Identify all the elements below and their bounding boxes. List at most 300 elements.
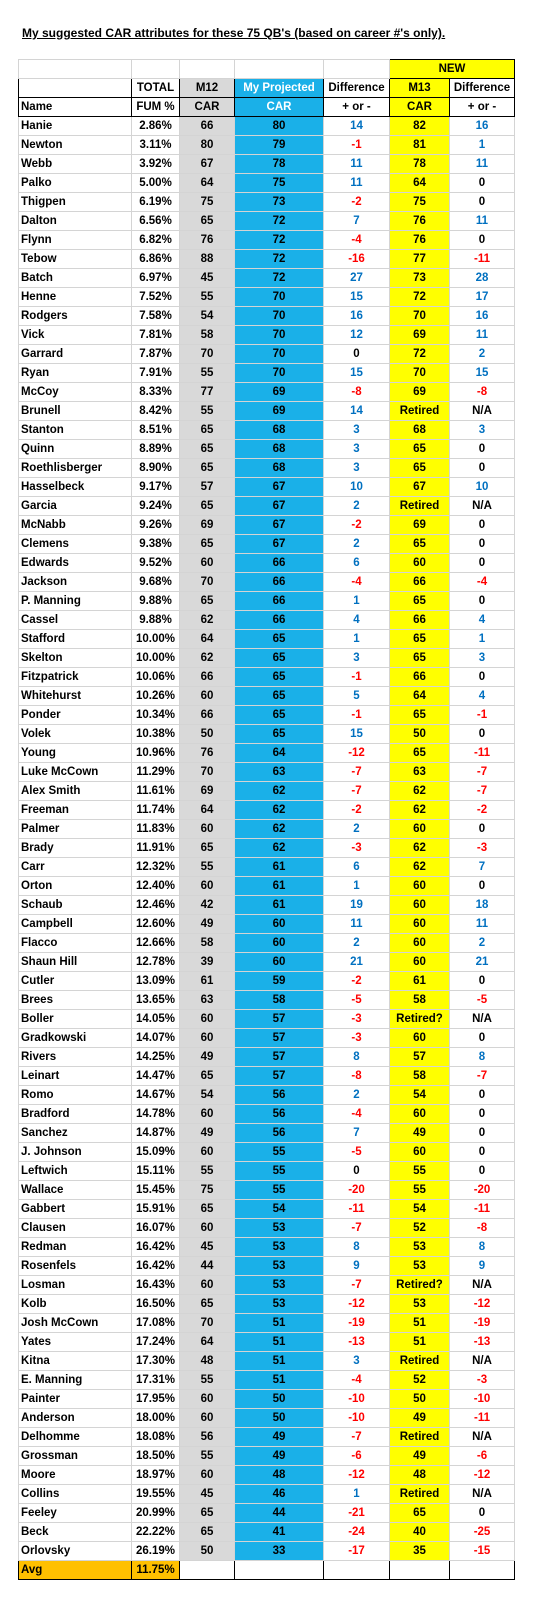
m12-car: 60 <box>180 1276 235 1295</box>
projected-car: 65 <box>235 706 324 725</box>
difference-projected: -1 <box>324 136 390 155</box>
fum-percent: 9.38% <box>132 535 180 554</box>
projected-car: 66 <box>235 554 324 573</box>
m12-car: 55 <box>180 364 235 383</box>
difference-projected: 9 <box>324 1257 390 1276</box>
difference-projected: 6 <box>324 858 390 877</box>
header-cell: Difference <box>324 79 390 98</box>
table-row <box>19 1086 515 1105</box>
projected-car: 70 <box>235 326 324 345</box>
m12-car: 69 <box>180 516 235 535</box>
qb-name: Leftwich <box>19 1162 132 1181</box>
difference-projected: -21 <box>324 1504 390 1523</box>
m12-car: 70 <box>180 763 235 782</box>
qb-name: Gradkowski <box>19 1029 132 1048</box>
projected-car: 62 <box>235 839 324 858</box>
difference-m13: 0 <box>450 820 515 839</box>
m12-car: 50 <box>180 725 235 744</box>
m12-car: 60 <box>180 877 235 896</box>
m13-car: 60 <box>390 934 450 953</box>
table-row <box>19 1067 515 1086</box>
table-row <box>19 459 515 478</box>
average-row <box>19 1561 515 1580</box>
fum-percent: 13.65% <box>132 991 180 1010</box>
projected-car: 72 <box>235 231 324 250</box>
difference-m13: 0 <box>450 516 515 535</box>
difference-m13: -19 <box>450 1314 515 1333</box>
projected-car: 51 <box>235 1352 324 1371</box>
table-row <box>19 706 515 725</box>
table-row <box>19 1162 515 1181</box>
table-row <box>19 1124 515 1143</box>
m12-car: 76 <box>180 744 235 763</box>
fum-percent: 6.56% <box>132 212 180 231</box>
fum-percent: 7.87% <box>132 345 180 364</box>
m12-car: 65 <box>180 1295 235 1314</box>
difference-projected: -3 <box>324 1029 390 1048</box>
m12-car: 49 <box>180 1124 235 1143</box>
m13-car: Retired? <box>390 1010 450 1029</box>
projected-car: 70 <box>235 364 324 383</box>
qb-name: P. Manning <box>19 592 132 611</box>
fum-percent: 12.32% <box>132 858 180 877</box>
difference-projected: 5 <box>324 687 390 706</box>
fum-percent: 9.88% <box>132 611 180 630</box>
difference-projected: 3 <box>324 421 390 440</box>
m12-car: 61 <box>180 972 235 991</box>
qb-name: Cassel <box>19 611 132 630</box>
table-row <box>19 896 515 915</box>
fum-percent: 3.11% <box>132 136 180 155</box>
table-row <box>19 1238 515 1257</box>
difference-m13: 3 <box>450 649 515 668</box>
table-row <box>19 782 515 801</box>
difference-projected: 11 <box>324 915 390 934</box>
difference-projected: -7 <box>324 782 390 801</box>
difference-projected: 3 <box>324 649 390 668</box>
fum-percent: 11.74% <box>132 801 180 820</box>
fum-percent: 12.60% <box>132 915 180 934</box>
fum-percent: 11.83% <box>132 820 180 839</box>
m12-car: 55 <box>180 858 235 877</box>
difference-m13: -6 <box>450 1447 515 1466</box>
header-cell <box>19 79 132 98</box>
difference-projected: -12 <box>324 1295 390 1314</box>
qb-name: Collins <box>19 1485 132 1504</box>
table-row <box>19 174 515 193</box>
table-row <box>19 1523 515 1542</box>
difference-m13: 2 <box>450 934 515 953</box>
qb-name: Bradford <box>19 1105 132 1124</box>
fum-percent: 14.05% <box>132 1010 180 1029</box>
fum-percent: 10.34% <box>132 706 180 725</box>
difference-projected: 6 <box>324 554 390 573</box>
m12-car: 63 <box>180 991 235 1010</box>
m13-car: 67 <box>390 478 450 497</box>
m13-car: 82 <box>390 117 450 136</box>
table-row <box>19 1219 515 1238</box>
difference-m13: -25 <box>450 1523 515 1542</box>
difference-m13: -13 <box>450 1333 515 1352</box>
m13-car: 55 <box>390 1162 450 1181</box>
difference-m13: 0 <box>450 668 515 687</box>
m13-car: 61 <box>390 972 450 991</box>
difference-projected: 4 <box>324 611 390 630</box>
projected-car: 59 <box>235 972 324 991</box>
difference-projected: 14 <box>324 117 390 136</box>
projected-car: 55 <box>235 1162 324 1181</box>
difference-m13: 10 <box>450 478 515 497</box>
difference-projected: -1 <box>324 706 390 725</box>
m12-car: 55 <box>180 1447 235 1466</box>
m13-car: 40 <box>390 1523 450 1542</box>
m12-car: 65 <box>180 1523 235 1542</box>
m13-car: 53 <box>390 1238 450 1257</box>
table-row <box>19 307 515 326</box>
qb-name: Beck <box>19 1523 132 1542</box>
projected-car: 70 <box>235 307 324 326</box>
m12-car: 65 <box>180 1200 235 1219</box>
table-row <box>19 1371 515 1390</box>
qb-name: Rosenfels <box>19 1257 132 1276</box>
table-row <box>19 497 515 516</box>
m13-car: 50 <box>390 725 450 744</box>
qb-name: Clemens <box>19 535 132 554</box>
header-cell: TOTAL <box>132 79 180 98</box>
projected-car: 61 <box>235 858 324 877</box>
table-row <box>19 250 515 269</box>
qb-name: Brady <box>19 839 132 858</box>
fum-percent: 19.55% <box>132 1485 180 1504</box>
difference-m13: -11 <box>450 250 515 269</box>
qb-name: Batch <box>19 269 132 288</box>
fum-percent: 6.97% <box>132 269 180 288</box>
m13-car: 54 <box>390 1086 450 1105</box>
projected-car: 56 <box>235 1086 324 1105</box>
difference-m13: -11 <box>450 744 515 763</box>
m12-car: 60 <box>180 554 235 573</box>
m12-car: 76 <box>180 231 235 250</box>
qb-name: Flacco <box>19 934 132 953</box>
m12-car: 42 <box>180 896 235 915</box>
qb-name: Henne <box>19 288 132 307</box>
difference-projected: -1 <box>324 668 390 687</box>
table-row <box>19 763 515 782</box>
projected-car: 68 <box>235 440 324 459</box>
m12-car: 65 <box>180 839 235 858</box>
table-row <box>19 1352 515 1371</box>
difference-m13: 1 <box>450 136 515 155</box>
projected-car: 62 <box>235 820 324 839</box>
table-row <box>19 535 515 554</box>
difference-projected: 3 <box>324 1352 390 1371</box>
fum-percent: 18.00% <box>132 1409 180 1428</box>
difference-projected: 3 <box>324 459 390 478</box>
m13-car: 52 <box>390 1219 450 1238</box>
difference-projected: 1 <box>324 877 390 896</box>
fum-percent: 10.06% <box>132 668 180 687</box>
table-row <box>19 478 515 497</box>
difference-projected: 21 <box>324 953 390 972</box>
difference-m13: -7 <box>450 763 515 782</box>
difference-m13: 0 <box>450 1105 515 1124</box>
projected-car: 56 <box>235 1124 324 1143</box>
projected-car: 62 <box>235 782 324 801</box>
difference-m13: -8 <box>450 1219 515 1238</box>
m13-car: 65 <box>390 1504 450 1523</box>
qb-name: Thigpen <box>19 193 132 212</box>
header-cell: My Projected <box>235 79 324 98</box>
table-row <box>19 231 515 250</box>
difference-projected: 2 <box>324 934 390 953</box>
difference-projected: -4 <box>324 573 390 592</box>
qb-name: Brees <box>19 991 132 1010</box>
qb-name: Fitzpatrick <box>19 668 132 687</box>
difference-projected: -7 <box>324 763 390 782</box>
projected-car: 60 <box>235 934 324 953</box>
fum-percent: 12.40% <box>132 877 180 896</box>
table-row <box>19 516 515 535</box>
difference-m13: 0 <box>450 1086 515 1105</box>
difference-m13: 0 <box>450 725 515 744</box>
fum-percent: 17.31% <box>132 1371 180 1390</box>
table-row <box>19 1048 515 1067</box>
fum-percent: 8.89% <box>132 440 180 459</box>
m13-car: 75 <box>390 193 450 212</box>
difference-m13: -2 <box>450 801 515 820</box>
qb-name: McCoy <box>19 383 132 402</box>
projected-car: 67 <box>235 478 324 497</box>
difference-m13: 16 <box>450 117 515 136</box>
difference-m13: -4 <box>450 573 515 592</box>
difference-m13: 0 <box>450 1143 515 1162</box>
m12-car: 70 <box>180 1314 235 1333</box>
difference-m13: 0 <box>450 440 515 459</box>
m13-car: 76 <box>390 212 450 231</box>
qb-car-table <box>18 59 515 1580</box>
table-row <box>19 1010 515 1029</box>
fum-percent: 26.19% <box>132 1542 180 1561</box>
projected-car: 73 <box>235 193 324 212</box>
projected-car: 65 <box>235 630 324 649</box>
difference-m13: -1 <box>450 706 515 725</box>
fum-percent: 8.51% <box>132 421 180 440</box>
m13-car: 54 <box>390 1200 450 1219</box>
difference-m13: -20 <box>450 1181 515 1200</box>
qb-name: Orton <box>19 877 132 896</box>
difference-m13: 28 <box>450 269 515 288</box>
projected-car: 53 <box>235 1276 324 1295</box>
difference-m13: 0 <box>450 1504 515 1523</box>
difference-m13: N/A <box>450 1352 515 1371</box>
projected-car: 57 <box>235 1048 324 1067</box>
difference-projected: -7 <box>324 1276 390 1295</box>
table-row <box>19 744 515 763</box>
fum-percent: 5.00% <box>132 174 180 193</box>
fum-percent: 14.87% <box>132 1124 180 1143</box>
m13-car: 65 <box>390 535 450 554</box>
fum-percent: 16.43% <box>132 1276 180 1295</box>
table-row <box>19 1504 515 1523</box>
m12-car: 58 <box>180 326 235 345</box>
difference-m13: N/A <box>450 1010 515 1029</box>
m13-car: Retired? <box>390 1276 450 1295</box>
m13-car: 60 <box>390 915 450 934</box>
difference-projected: -7 <box>324 1219 390 1238</box>
qb-name: Kitna <box>19 1352 132 1371</box>
difference-projected: -20 <box>324 1181 390 1200</box>
table-row <box>19 1466 515 1485</box>
m12-car: 39 <box>180 953 235 972</box>
difference-projected: 7 <box>324 212 390 231</box>
difference-projected: 0 <box>324 1162 390 1181</box>
fum-percent: 16.42% <box>132 1238 180 1257</box>
difference-projected: 2 <box>324 535 390 554</box>
m13-car: 65 <box>390 630 450 649</box>
fum-percent: 6.82% <box>132 231 180 250</box>
qb-name: Sanchez <box>19 1124 132 1143</box>
fum-percent: 7.58% <box>132 307 180 326</box>
table-row <box>19 440 515 459</box>
fum-percent: 17.24% <box>132 1333 180 1352</box>
qb-name: Moore <box>19 1466 132 1485</box>
m13-car: 60 <box>390 820 450 839</box>
new-header: NEW <box>390 60 515 79</box>
qb-name: Luke McCown <box>19 763 132 782</box>
m13-car: 65 <box>390 592 450 611</box>
qb-name: Ryan <box>19 364 132 383</box>
fum-percent: 11.61% <box>132 782 180 801</box>
fum-percent: 6.19% <box>132 193 180 212</box>
difference-projected: 8 <box>324 1238 390 1257</box>
table-row <box>19 592 515 611</box>
qb-name: Wallace <box>19 1181 132 1200</box>
qb-name: Roethlisberger <box>19 459 132 478</box>
table-row <box>19 421 515 440</box>
m13-car: Retired <box>390 1352 450 1371</box>
m13-car: Retired <box>390 497 450 516</box>
m12-car: 58 <box>180 934 235 953</box>
fum-percent: 7.81% <box>132 326 180 345</box>
qb-name: Grossman <box>19 1447 132 1466</box>
header-cell: CAR <box>235 98 324 117</box>
difference-m13: 0 <box>450 1162 515 1181</box>
fum-percent: 18.50% <box>132 1447 180 1466</box>
m12-car: 56 <box>180 1428 235 1447</box>
m13-car: 72 <box>390 288 450 307</box>
difference-m13: 0 <box>450 554 515 573</box>
projected-car: 57 <box>235 1029 324 1048</box>
qb-name: Newton <box>19 136 132 155</box>
table-row <box>19 649 515 668</box>
fum-percent: 9.17% <box>132 478 180 497</box>
difference-projected: 2 <box>324 497 390 516</box>
difference-projected: 8 <box>324 1048 390 1067</box>
projected-car: 50 <box>235 1390 324 1409</box>
table-row <box>19 136 515 155</box>
fum-percent: 14.67% <box>132 1086 180 1105</box>
table-row <box>19 402 515 421</box>
projected-car: 53 <box>235 1238 324 1257</box>
m13-car: 65 <box>390 440 450 459</box>
projected-car: 44 <box>235 1504 324 1523</box>
m12-car: 65 <box>180 1504 235 1523</box>
m12-car: 50 <box>180 1542 235 1561</box>
difference-m13: -15 <box>450 1542 515 1561</box>
table-row <box>19 193 515 212</box>
table-row <box>19 839 515 858</box>
m12-car: 66 <box>180 668 235 687</box>
difference-projected: -10 <box>324 1390 390 1409</box>
fum-percent: 12.46% <box>132 896 180 915</box>
difference-m13: 11 <box>450 915 515 934</box>
m12-car: 49 <box>180 915 235 934</box>
m13-car: 55 <box>390 1181 450 1200</box>
difference-m13: 0 <box>450 231 515 250</box>
table-row <box>19 554 515 573</box>
projected-car: 53 <box>235 1257 324 1276</box>
qb-name: E. Manning <box>19 1371 132 1390</box>
table-row <box>19 877 515 896</box>
qb-name: Rivers <box>19 1048 132 1067</box>
m12-car: 80 <box>180 136 235 155</box>
difference-projected: -13 <box>324 1333 390 1352</box>
table-row <box>19 1542 515 1561</box>
m12-car: 57 <box>180 478 235 497</box>
qb-name: Losman <box>19 1276 132 1295</box>
difference-projected: -24 <box>324 1523 390 1542</box>
m12-car: 65 <box>180 497 235 516</box>
difference-projected: 15 <box>324 288 390 307</box>
qb-name: Palmer <box>19 820 132 839</box>
m13-car: 81 <box>390 136 450 155</box>
difference-projected: 15 <box>324 364 390 383</box>
qb-name: Josh McCown <box>19 1314 132 1333</box>
projected-car: 41 <box>235 1523 324 1542</box>
m13-car: 70 <box>390 307 450 326</box>
fum-percent: 10.96% <box>132 744 180 763</box>
m12-car: 55 <box>180 402 235 421</box>
m12-car: 67 <box>180 155 235 174</box>
m13-car: 50 <box>390 1390 450 1409</box>
difference-m13: 2 <box>450 345 515 364</box>
difference-projected: -4 <box>324 1371 390 1390</box>
projected-car: 65 <box>235 668 324 687</box>
qb-name: Whitehurst <box>19 687 132 706</box>
projected-car: 60 <box>235 953 324 972</box>
difference-m13: 7 <box>450 858 515 877</box>
difference-projected: -11 <box>324 1200 390 1219</box>
m12-car: 65 <box>180 1067 235 1086</box>
qb-name: Gabbert <box>19 1200 132 1219</box>
m12-car: 45 <box>180 1485 235 1504</box>
m13-car: 69 <box>390 383 450 402</box>
qb-name: Edwards <box>19 554 132 573</box>
qb-name: Garrard <box>19 345 132 364</box>
projected-car: 72 <box>235 250 324 269</box>
difference-m13: 0 <box>450 459 515 478</box>
projected-car: 58 <box>235 991 324 1010</box>
m13-car: 58 <box>390 991 450 1010</box>
difference-projected: -2 <box>324 193 390 212</box>
projected-car: 69 <box>235 383 324 402</box>
projected-car: 53 <box>235 1219 324 1238</box>
m13-car: 66 <box>390 573 450 592</box>
m12-car: 54 <box>180 1086 235 1105</box>
fum-percent: 17.30% <box>132 1352 180 1371</box>
difference-projected: 7 <box>324 1124 390 1143</box>
m12-car: 60 <box>180 1105 235 1124</box>
